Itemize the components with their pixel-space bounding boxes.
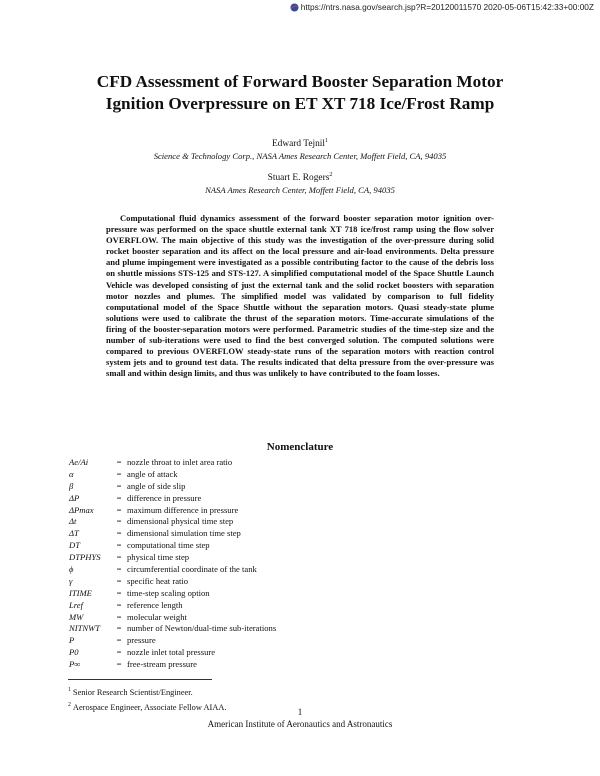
nomenclature-row xyxy=(69,599,529,611)
nomenclature-row xyxy=(69,646,529,658)
nomenclature-symbol: Lref xyxy=(69,599,84,610)
author-block-2 xyxy=(40,169,560,196)
nomenclature-row xyxy=(69,515,529,527)
nomenclature-symbol: DTPHYS xyxy=(69,552,101,563)
nomenclature-symbol: ϕ xyxy=(69,563,74,574)
nomenclature-symbol: P xyxy=(69,635,75,646)
page-number: 1 xyxy=(297,707,303,717)
nomenclature-definition: physical time step xyxy=(127,552,190,563)
nomenclature-equals: = xyxy=(116,587,122,598)
footnote: $^1$ Senior Research Scientist/Engineer. xyxy=(68,687,193,697)
nomenclature-symbol: DT xyxy=(69,540,80,551)
ntrs-logo-icon xyxy=(290,3,299,12)
nomenclature-equals: = xyxy=(116,468,122,479)
nomenclature-definition: circumferential coordinate of the tank xyxy=(127,563,257,574)
nomenclature-definition: dimensional simulation time step xyxy=(127,528,241,539)
nomenclature-definition: dimensional physical time step xyxy=(127,516,234,527)
nomenclature-equals: = xyxy=(116,659,122,670)
nomenclature-symbol: P∞ xyxy=(69,659,81,670)
nomenclature-definition: maximum difference in pressure xyxy=(127,504,239,515)
nomenclature-row xyxy=(69,527,529,539)
nomenclature-row xyxy=(69,563,529,575)
nomenclature-row xyxy=(69,480,529,492)
nomenclature-equals: = xyxy=(116,516,122,527)
nomenclature-symbol: MW xyxy=(69,611,84,622)
abstract: Computational fluid dynamics assessment of the forward booster separation motor ignition over-pressure was performed on the space shuttle external tank XT 718 ice/frost ramp using the flow solver OVERFLOW. The main objective of this study was the investigation of the over-pressure during solid rocket booster separation and its affect on the local pressure and air-load environments. Delta pressure and plume impingement were investigated as a possible contributing factor to the cause of the debris loss on shuttle missions STS-125 and STS-127. A simplified computational model of the Space Shuttle Launch Vehicle was developed consisting of just the external tank and the solid rocket boosters with separation motor nozzles and plumes. The simplified model was validated by comparison to full fidelity computational model of the Space Shuttle without the separation motors. Quasi steady-state plume solutions were used to calibrate the thrust of the separation motors. Time-accurate simulations of the firing of the booster-separation motors were performed. Parametric studies of the time-step size and the number of sub-iterations were used to find the best converged solution. The computed solutions were compared to previous OVERFLOW steady-state runs of the separation motors with reaction control system jets and to ground test data. The results indicated that delta pressure from the over-pressure was small and within design limits, and thus was unlikely to have contributed to the foam losses. xyxy=(106,213,494,379)
nomenclature-symbol: ΔPmax xyxy=(69,504,94,515)
nomenclature-definition: number of Newton/dual-time sub-iterations xyxy=(127,623,277,634)
nomenclature-equals: = xyxy=(116,492,122,503)
nomenclature-equals: = xyxy=(116,552,122,563)
nomenclature-definition: specific heat ratio xyxy=(127,575,189,586)
nomenclature-definition: difference in pressure xyxy=(127,492,202,503)
nomenclature-equals: = xyxy=(116,647,122,658)
author-affiliation: Science & Technology Corp., NASA Ames Research Center, Moffett Field, CA, 94035 xyxy=(153,151,447,162)
nomenclature-row xyxy=(69,622,529,634)
nomenclature-equals: = xyxy=(116,480,122,491)
nomenclature-equals: = xyxy=(116,635,122,646)
nomenclature-row xyxy=(69,575,529,587)
nomenclature-definition: nozzle inlet total pressure xyxy=(127,647,216,658)
ntrs-url[interactable]: https://ntrs.nasa.gov/search.jsp?R=20120011570 2020-05-06T15:42:33+00:00Z xyxy=(300,2,594,12)
nomenclature-row xyxy=(69,468,529,480)
nomenclature-definition: computational time step xyxy=(127,540,210,551)
nomenclature-equals: = xyxy=(116,563,122,574)
nomenclature-definition: pressure xyxy=(127,635,156,646)
nomenclature-symbol: ΔP xyxy=(69,492,80,503)
nomenclature-row xyxy=(69,551,529,563)
nomenclature-definition: time-step scaling option xyxy=(127,587,210,598)
nomenclature-row xyxy=(69,539,529,551)
nomenclature-definition: angle of side slip xyxy=(127,480,186,491)
nomenclature-equals: = xyxy=(116,575,122,586)
nomenclature-symbol: β xyxy=(69,480,74,491)
nomenclature-list xyxy=(69,456,529,670)
nomenclature-definition: nozzle throat to inlet area ratio xyxy=(127,456,233,467)
nomenclature-symbol: ITIME xyxy=(69,587,92,598)
nomenclature-definition: reference length xyxy=(127,599,183,610)
nomenclature-definition: angle of attack xyxy=(127,468,178,479)
title-line-1: CFD Assessment of Forward Booster Separation Motor xyxy=(96,72,504,91)
nomenclature-row xyxy=(69,492,529,504)
publisher-line: American Institute of Aeronautics and Astronautics xyxy=(207,719,393,729)
author-name: Stuart E. Rogers$^2$ xyxy=(267,172,333,184)
nomenclature-symbol: NITNWT xyxy=(69,623,101,634)
nomenclature-equals: = xyxy=(116,623,122,634)
nomenclature-symbol: α xyxy=(69,468,74,479)
nomenclature-row xyxy=(69,658,529,670)
title-line-2: Ignition Overpressure on ET XT 718 Ice/Frost Ramp xyxy=(105,94,495,113)
nomenclature-symbol: ΔT xyxy=(69,528,79,539)
nomenclature-row xyxy=(69,611,529,623)
footnote-divider xyxy=(68,679,212,680)
nomenclature-definition: molecular weight xyxy=(127,611,187,622)
nomenclature-equals: = xyxy=(116,504,122,515)
nomenclature-symbol: P0 xyxy=(69,647,79,658)
nomenclature-heading: Nomenclature xyxy=(266,441,334,453)
nomenclature-equals: = xyxy=(116,540,122,551)
ntrs-stamp[interactable] xyxy=(290,2,594,12)
nomenclature-symbol: γ xyxy=(69,575,73,586)
footnote: $^2$ Aerospace Engineer, Associate Fellow AIAA. xyxy=(68,702,227,712)
nomenclature-row xyxy=(69,456,529,468)
nomenclature-symbol: Ae/Ai xyxy=(69,456,89,467)
nomenclature-row xyxy=(69,634,529,646)
nomenclature-row xyxy=(69,587,529,599)
nomenclature-equals: = xyxy=(116,528,122,539)
nomenclature-row xyxy=(69,504,529,516)
author-affiliation: NASA Ames Research Center, Moffett Field, CA, 94035 xyxy=(205,185,395,196)
nomenclature-symbol: Δt xyxy=(69,516,77,527)
paper-title xyxy=(40,71,560,115)
nomenclature-definition: free-stream pressure xyxy=(127,659,197,670)
nomenclature-equals: = xyxy=(116,456,122,467)
author-block-1 xyxy=(40,135,560,162)
nomenclature-equals: = xyxy=(116,611,122,622)
nomenclature-equals: = xyxy=(116,599,122,610)
author-name: Edward Tejnil$^1$ xyxy=(271,138,329,150)
